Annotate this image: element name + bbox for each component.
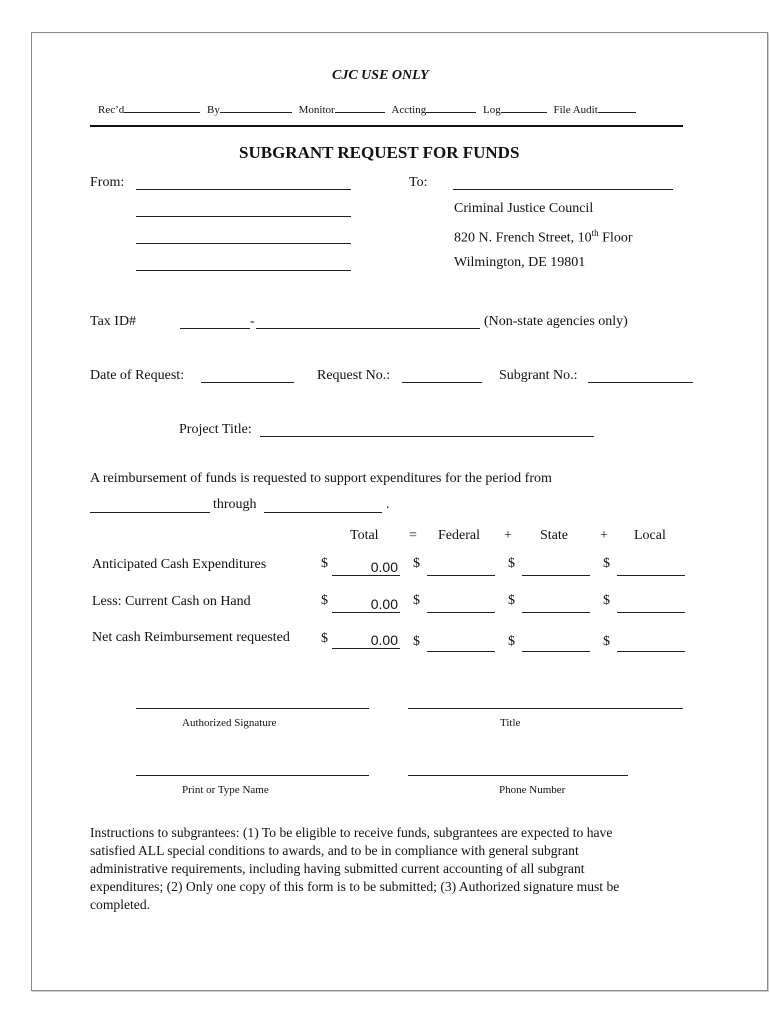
date-of-request-label: Date of Request: [90, 368, 185, 383]
from-label: From: [90, 175, 125, 190]
dollar-sign: $ [508, 634, 515, 649]
request-no-field[interactable] [402, 382, 482, 383]
row-label-anticipated: Anticipated Cash Expenditures [92, 557, 267, 572]
row-label-cash-on-hand: Less: Current Cash on Hand [92, 594, 251, 609]
from-line-1[interactable] [136, 189, 351, 190]
file-audit-label: File Audit [553, 104, 598, 116]
net-reimbursement-federal-field[interactable] [427, 634, 495, 652]
subgrant-no-field[interactable] [588, 382, 693, 383]
monitor-label: Monitor [298, 104, 335, 116]
dollar-sign: $ [413, 593, 420, 608]
log-label: Log [483, 104, 501, 116]
accting-field[interactable] [426, 100, 476, 113]
anticipated-state-field[interactable] [522, 558, 590, 576]
by-field[interactable] [220, 100, 292, 113]
header-equals: = [409, 528, 417, 543]
authorized-signature-label: Authorized Signature [182, 717, 277, 729]
monitor-field[interactable] [335, 100, 385, 113]
to-address-line-2: 820 N. French Street, 10th Floor [454, 228, 633, 246]
from-line-2[interactable] [136, 216, 351, 217]
dollar-sign: $ [508, 556, 515, 571]
dollar-sign: $ [321, 556, 328, 571]
dollar-sign: $ [321, 593, 328, 608]
dollar-sign: $ [413, 556, 420, 571]
header-plus-1: + [504, 528, 512, 543]
header-plus-2: + [600, 528, 608, 543]
header-divider [90, 125, 683, 127]
by-label: By [207, 104, 220, 116]
log-field[interactable] [501, 100, 547, 113]
accting-label: Accting [391, 104, 427, 116]
dollar-sign: $ [321, 631, 328, 646]
dollar-sign: $ [603, 593, 610, 608]
recd-field[interactable] [124, 100, 200, 113]
to-address-line-3: Wilmington, DE 19801 [454, 255, 586, 270]
period-end-mark: . [386, 497, 390, 512]
recd-label: Rec’d [98, 104, 125, 116]
authorized-signature-line[interactable] [136, 708, 369, 709]
instructions-line: administrative requirements, including having submitted current accounting of all subgrant [90, 861, 585, 876]
request-no-label: Request No.: [317, 368, 391, 383]
print-name-line[interactable] [136, 775, 369, 776]
tax-id-label: Tax ID# [90, 314, 137, 329]
to-address-line-1: Criminal Justice Council [454, 201, 594, 216]
dollar-sign: $ [603, 556, 610, 571]
reimbursement-sentence: A reimbursement of funds is requested to support expenditures for the period from [90, 471, 552, 486]
project-title-label: Project Title: [179, 422, 252, 437]
from-line-3[interactable] [136, 243, 351, 244]
print-name-label: Print or Type Name [182, 784, 269, 796]
row-label-net-reimbursement: Net cash Reimbursement requested [92, 630, 290, 645]
instructions-line: satisfied ALL special conditions to awards, and to be in compliance with general subgrant [90, 843, 579, 858]
cash-on-hand-local-field[interactable] [617, 595, 685, 613]
from-line-4[interactable] [136, 270, 351, 271]
date-of-request-field[interactable] [201, 382, 294, 383]
cash-on-hand-total-field[interactable]: 0.00 [332, 595, 400, 613]
subgrant-no-label: Subgrant No.: [499, 368, 578, 383]
instructions-line: completed. [90, 897, 151, 912]
tax-id-number-field[interactable] [256, 328, 480, 329]
anticipated-federal-field[interactable] [427, 558, 495, 576]
form-page [31, 32, 768, 991]
instructions-line: Instructions to subgrantees: (1) To be eligible to receive funds, subgrantees are expected to have [90, 825, 613, 840]
anticipated-local-field[interactable] [617, 558, 685, 576]
tax-id-note: (Non-state agencies only) [484, 314, 628, 329]
to-label: To: [409, 175, 428, 190]
phone-number-line[interactable] [408, 775, 628, 776]
office-use-row [98, 100, 636, 116]
cjc-use-only-heading: CJC USE ONLY [332, 68, 429, 83]
header-state: State [540, 528, 568, 543]
cash-on-hand-state-field[interactable] [522, 595, 590, 613]
phone-number-label: Phone Number [499, 784, 566, 796]
to-line[interactable] [453, 189, 673, 190]
tax-id-prefix-field[interactable] [180, 328, 250, 329]
period-to-field[interactable] [264, 512, 382, 513]
project-title-field[interactable] [260, 436, 594, 437]
dollar-sign: $ [508, 593, 515, 608]
net-reimbursement-total-field[interactable]: 0.00 [332, 631, 400, 649]
title-label: Title [500, 717, 521, 729]
period-from-field[interactable] [90, 512, 210, 513]
file-audit-field[interactable] [598, 100, 636, 113]
dollar-sign: $ [413, 634, 420, 649]
cash-on-hand-federal-field[interactable] [427, 595, 495, 613]
instructions-line: expenditures; (2) Only one copy of this form is to be submitted; (3) Authorized signature must be [90, 879, 620, 894]
net-reimbursement-local-field[interactable] [617, 634, 685, 652]
title-line[interactable] [408, 708, 683, 709]
form-title: SUBGRANT REQUEST FOR FUNDS [239, 143, 520, 162]
through-label: through [213, 497, 257, 512]
instructions-block [90, 824, 710, 914]
dollar-sign: $ [603, 634, 610, 649]
header-local: Local [634, 528, 666, 543]
net-reimbursement-state-field[interactable] [522, 634, 590, 652]
header-federal: Federal [438, 528, 480, 543]
anticipated-total-field[interactable]: 0.00 [332, 558, 400, 576]
header-total: Total [350, 528, 379, 543]
tax-id-dash: - [250, 314, 255, 329]
